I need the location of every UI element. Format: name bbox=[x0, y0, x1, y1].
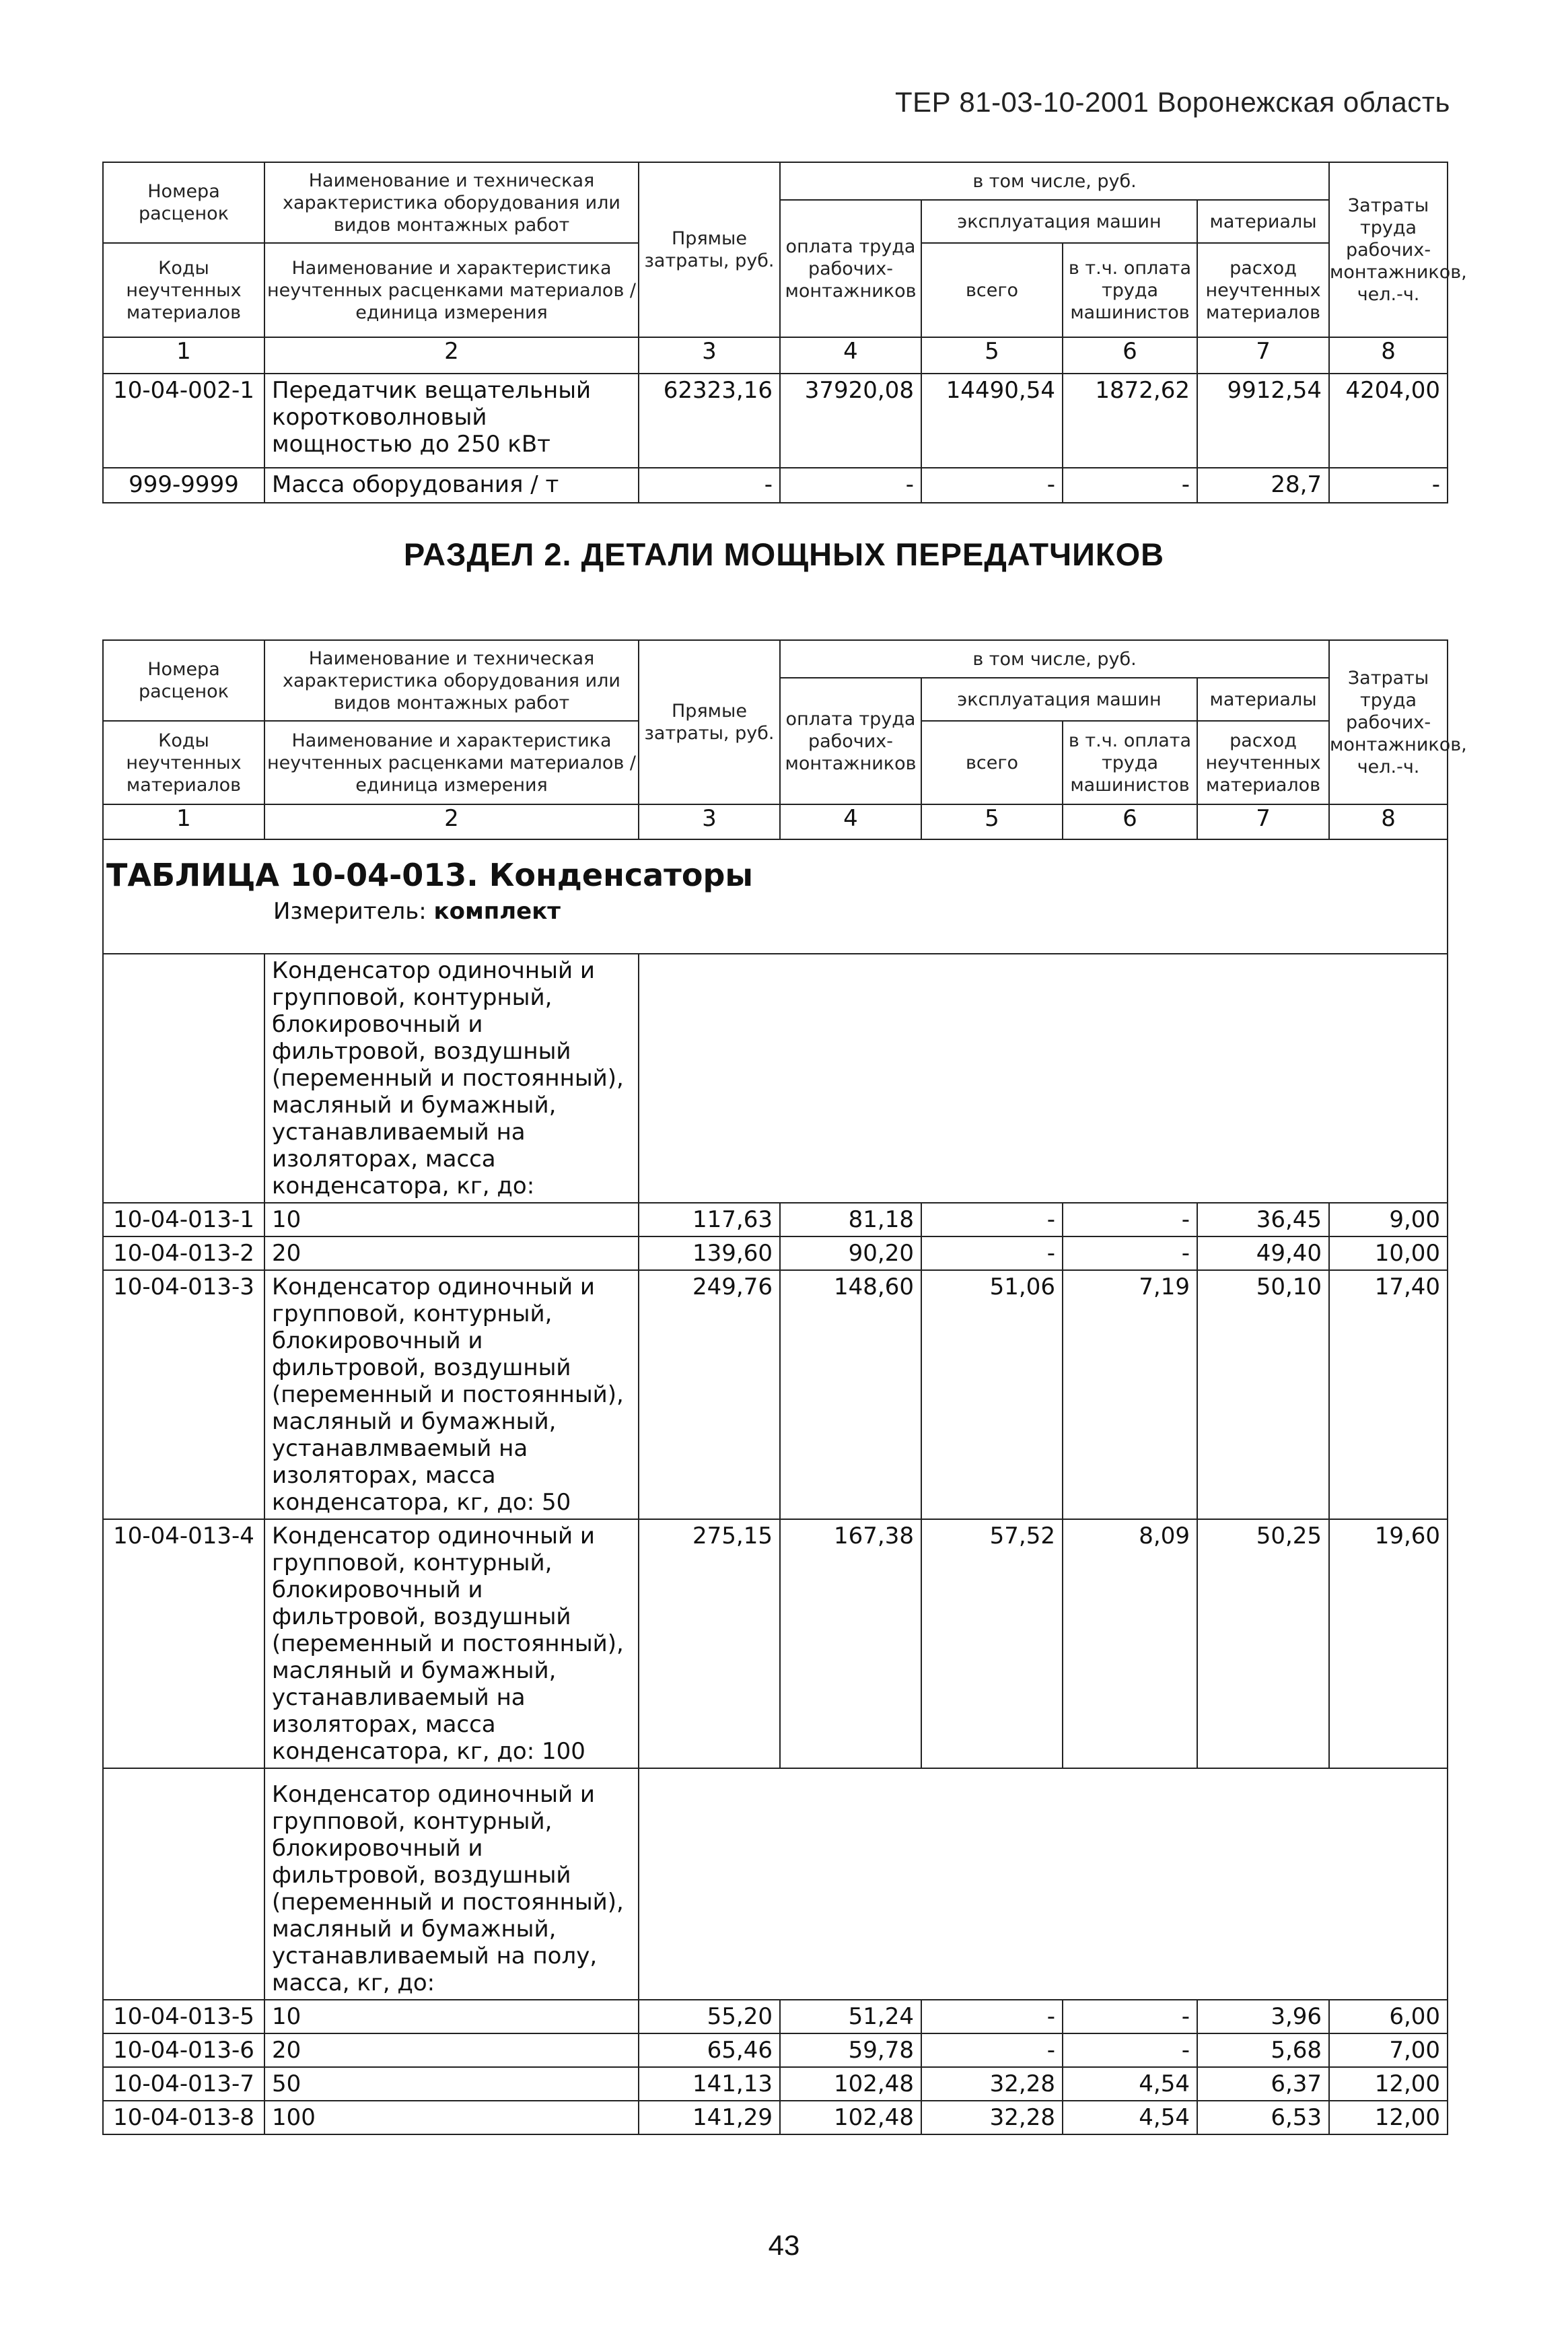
col-num: 5 bbox=[921, 804, 1063, 839]
col-num: 3 bbox=[639, 337, 780, 374]
rates-table-1 bbox=[102, 162, 1467, 503]
cell-labor-pay: 51,24 bbox=[780, 2000, 921, 2033]
cell-machines-total: - bbox=[921, 2000, 1063, 2033]
rate-code: 10-04-002-1 bbox=[103, 374, 264, 468]
cell-labor-cost: 17,40 bbox=[1329, 1270, 1448, 1519]
cell-direct: 141,13 bbox=[639, 2067, 780, 2101]
cell-materials: 9912,54 bbox=[1197, 374, 1329, 468]
rate-code: 10-04-013-3 bbox=[103, 1270, 264, 1519]
header-materials: материалы bbox=[1197, 678, 1329, 721]
header-labor-pay: оплата труда рабочих-монтажников bbox=[780, 678, 921, 804]
table-row bbox=[103, 2033, 1448, 2067]
column-numbers-row bbox=[103, 337, 1448, 374]
rate-name: 10 bbox=[264, 2000, 639, 2033]
table-row bbox=[103, 2000, 1448, 2033]
header-machines-labor: в т.ч. оплата труда машинистов bbox=[1063, 721, 1197, 804]
rate-name: 10 bbox=[264, 1203, 639, 1236]
header-machines-labor: в т.ч. оплата труда машинистов bbox=[1063, 243, 1197, 337]
cell-machines-total: 57,52 bbox=[921, 1519, 1063, 1768]
cell-materials: 50,10 bbox=[1197, 1270, 1329, 1519]
table-row bbox=[103, 2067, 1448, 2101]
rate-code: 10-04-013-8 bbox=[103, 2101, 264, 2134]
rate-code: 10-04-013-6 bbox=[103, 2033, 264, 2067]
cell-machines-total: - bbox=[921, 468, 1063, 503]
header-direct: Прямые затраты, руб. bbox=[639, 162, 780, 337]
rate-name: 100 bbox=[264, 2101, 639, 2134]
header-labor-cost: Затраты труда рабочих-монтажников, чел.-ч. bbox=[1329, 640, 1448, 804]
header-codes: Коды неучтенных материалов bbox=[103, 721, 264, 804]
cell-direct: 275,15 bbox=[639, 1519, 780, 1768]
cell-machines-labor: - bbox=[1063, 1203, 1197, 1236]
cell-labor-cost: 12,00 bbox=[1329, 2067, 1448, 2101]
table-row bbox=[103, 468, 1448, 503]
group-description: Конденсатор одиночный и групповой, контурный, блокировочный и фильтровой, воздушный (переменный и постоянный), масляный и бумажный, устанавливаемый на полу, масса, кг, до: bbox=[264, 1768, 639, 2000]
column-numbers-row bbox=[103, 804, 1448, 839]
header-labor-pay: оплата труда рабочих-монтажников bbox=[780, 200, 921, 337]
cell-labor-pay: 37920,08 bbox=[780, 374, 921, 468]
col-num: 2 bbox=[264, 337, 639, 374]
cell-materials: 6,53 bbox=[1197, 2101, 1329, 2134]
cell-direct: 141,29 bbox=[639, 2101, 780, 2134]
header-materials: материалы bbox=[1197, 200, 1329, 243]
col-num: 5 bbox=[921, 337, 1063, 374]
rate-code: 10-04-013-1 bbox=[103, 1203, 264, 1236]
cell-machines-labor: - bbox=[1063, 468, 1197, 503]
cell-direct: 55,20 bbox=[639, 2000, 780, 2033]
rate-code: 10-04-013-4 bbox=[103, 1519, 264, 1768]
col-num: 2 bbox=[264, 804, 639, 839]
cell-materials: 3,96 bbox=[1197, 2000, 1329, 2033]
table-title: ТАБЛИЦА 10-04-013. Конденсаторы bbox=[106, 857, 753, 893]
cell-labor-pay: 90,20 bbox=[780, 1236, 921, 1270]
header-name-top: Наименование и техническая характеристика оборудования или видов монтажных работ bbox=[264, 640, 639, 721]
table-row bbox=[103, 1519, 1448, 1768]
cell-labor-pay: 148,60 bbox=[780, 1270, 921, 1519]
cell-materials: 5,68 bbox=[1197, 2033, 1329, 2067]
page-number: 43 bbox=[768, 2229, 800, 2261]
header-incl: в том числе, руб. bbox=[780, 162, 1329, 200]
cell-materials: 6,37 bbox=[1197, 2067, 1329, 2101]
cell-labor-pay: 102,48 bbox=[780, 2101, 921, 2134]
cell-machines-labor: 1872,62 bbox=[1063, 374, 1197, 468]
header-name-bottom: Наименование и характеристика неучтенных расценками материалов / единица измерения bbox=[264, 721, 639, 804]
cell-labor-cost: 12,00 bbox=[1329, 2101, 1448, 2134]
header-materials-use: расход неучтенных материалов bbox=[1197, 721, 1329, 804]
cell-machines-total: 32,28 bbox=[921, 2101, 1063, 2134]
header-direct: Прямые затраты, руб. bbox=[639, 640, 780, 804]
header-labor-cost: Затраты труда рабочих-монтажников, чел.-ч. bbox=[1329, 162, 1448, 337]
measure-line bbox=[104, 897, 1447, 932]
cell-machines-total: - bbox=[921, 1203, 1063, 1236]
section-title: РАЗДЕЛ 2. ДЕТАЛИ МОЩНЫХ ПЕРЕДАТЧИКОВ bbox=[403, 536, 1165, 572]
cell-materials: 50,25 bbox=[1197, 1519, 1329, 1768]
cell-direct: 62323,16 bbox=[639, 374, 780, 468]
rate-name: Передатчик вещательный коротковолновый мощностью до 250 кВт bbox=[264, 374, 639, 468]
header-machines: эксплуатация машин bbox=[921, 678, 1197, 721]
cell-machines-total: - bbox=[921, 1236, 1063, 1270]
col-num: 7 bbox=[1197, 337, 1329, 374]
cell-labor-pay: 167,38 bbox=[780, 1519, 921, 1768]
cell-labor-pay: - bbox=[780, 468, 921, 503]
col-num: 8 bbox=[1329, 337, 1448, 374]
rate-name: 20 bbox=[264, 2033, 639, 2067]
col-num: 3 bbox=[639, 804, 780, 839]
group-description-row bbox=[103, 1768, 1448, 2000]
table-row bbox=[103, 1203, 1448, 1236]
measure-label: Измеритель: bbox=[273, 898, 427, 925]
table-row bbox=[103, 2101, 1448, 2134]
cell-labor-cost: 10,00 bbox=[1329, 1236, 1448, 1270]
cell-direct: - bbox=[639, 468, 780, 503]
rates-table-2 bbox=[102, 639, 1467, 2135]
header-machines-total: всего bbox=[921, 721, 1063, 804]
cell-direct: 65,46 bbox=[639, 2033, 780, 2067]
group-description-row bbox=[103, 954, 1448, 1203]
rate-code: 10-04-013-2 bbox=[103, 1236, 264, 1270]
rate-name: Конденсатор одиночный и групповой, контурный, блокировочный и фильтровой, воздушный (переменный и постоянный), масляный и бумажный, устанавлмваемый на изоляторах, масса конденсатора, кг, до: 50 bbox=[264, 1270, 639, 1519]
rate-name: 20 bbox=[264, 1236, 639, 1270]
table-row bbox=[103, 1236, 1448, 1270]
rate-name: Масса оборудования / т bbox=[264, 468, 639, 503]
header-machines: эксплуатация машин bbox=[921, 200, 1197, 243]
header-machines-total: всего bbox=[921, 243, 1063, 337]
cell-labor-cost: 9,00 bbox=[1329, 1203, 1448, 1236]
cell-materials: 28,7 bbox=[1197, 468, 1329, 503]
cell-direct: 249,76 bbox=[639, 1270, 780, 1519]
header-name-bottom: Наименование и характеристика неучтенных расценками материалов / единица измерения bbox=[264, 243, 639, 337]
header-name-top: Наименование и техническая характеристика оборудования или видов монтажных работ bbox=[264, 162, 639, 243]
header-materials-use: расход неучтенных материалов bbox=[1197, 243, 1329, 337]
header-rates-no: Номера расценок bbox=[103, 162, 264, 243]
cell-materials: 36,45 bbox=[1197, 1203, 1329, 1236]
cell-labor-cost: 6,00 bbox=[1329, 2000, 1448, 2033]
cell-labor-pay: 81,18 bbox=[780, 1203, 921, 1236]
col-num: 4 bbox=[780, 804, 921, 839]
cell-labor-cost: 7,00 bbox=[1329, 2033, 1448, 2067]
page-header: ТЕР 81-03-10-2001 Воронежская область bbox=[895, 86, 1450, 118]
cell-machines-labor: - bbox=[1063, 2000, 1197, 2033]
cell-machines-labor: - bbox=[1063, 1236, 1197, 1270]
cell-machines-labor: 7,19 bbox=[1063, 1270, 1197, 1519]
cell-materials: 49,40 bbox=[1197, 1236, 1329, 1270]
cell-direct: 139,60 bbox=[639, 1236, 780, 1270]
measure-value: комплект bbox=[433, 898, 561, 925]
table-title-row bbox=[103, 839, 1448, 954]
col-num: 4 bbox=[780, 337, 921, 374]
cell-machines-total: 51,06 bbox=[921, 1270, 1063, 1519]
cell-machines-labor: 4,54 bbox=[1063, 2067, 1197, 2101]
col-num: 8 bbox=[1329, 804, 1448, 839]
table-row bbox=[103, 1270, 1448, 1519]
col-num: 7 bbox=[1197, 804, 1329, 839]
col-num: 6 bbox=[1063, 804, 1197, 839]
cell-machines-total: 14490,54 bbox=[921, 374, 1063, 468]
header-rates-no: Номера расценок bbox=[103, 640, 264, 721]
col-num: 6 bbox=[1063, 337, 1197, 374]
cell-machines-labor: 8,09 bbox=[1063, 1519, 1197, 1768]
rate-name: Конденсатор одиночный и групповой, контурный, блокировочный и фильтровой, воздушный (переменный и постоянный), масляный и бумажный, устанавливаемый на изоляторах, масса конденсатора, кг, до: 100 bbox=[264, 1519, 639, 1768]
cell-labor-cost: 19,60 bbox=[1329, 1519, 1448, 1768]
header-codes: Коды неучтенных материалов bbox=[103, 243, 264, 337]
cell-labor-cost: - bbox=[1329, 468, 1448, 503]
cell-machines-total: 32,28 bbox=[921, 2067, 1063, 2101]
cell-labor-pay: 59,78 bbox=[780, 2033, 921, 2067]
col-num: 1 bbox=[103, 337, 264, 374]
col-num: 1 bbox=[103, 804, 264, 839]
cell-direct: 117,63 bbox=[639, 1203, 780, 1236]
rate-code: 10-04-013-7 bbox=[103, 2067, 264, 2101]
cell-labor-cost: 4204,00 bbox=[1329, 374, 1448, 468]
cell-machines-labor: - bbox=[1063, 2033, 1197, 2067]
header-incl: в том числе, руб. bbox=[780, 640, 1329, 678]
table-row bbox=[103, 374, 1448, 468]
rate-code: 999-9999 bbox=[103, 468, 264, 503]
rate-name: 50 bbox=[264, 2067, 639, 2101]
group-description: Конденсатор одиночный и групповой, контурный, блокировочный и фильтровой, воздушный (переменный и постоянный), масляный и бумажный, устанавливаемый на изоляторах, масса конденсатора, кг, до: bbox=[264, 954, 639, 1203]
cell-machines-labor: 4,54 bbox=[1063, 2101, 1197, 2134]
cell-labor-pay: 102,48 bbox=[780, 2067, 921, 2101]
cell-machines-total: - bbox=[921, 2033, 1063, 2067]
rate-code: 10-04-013-5 bbox=[103, 2000, 264, 2033]
